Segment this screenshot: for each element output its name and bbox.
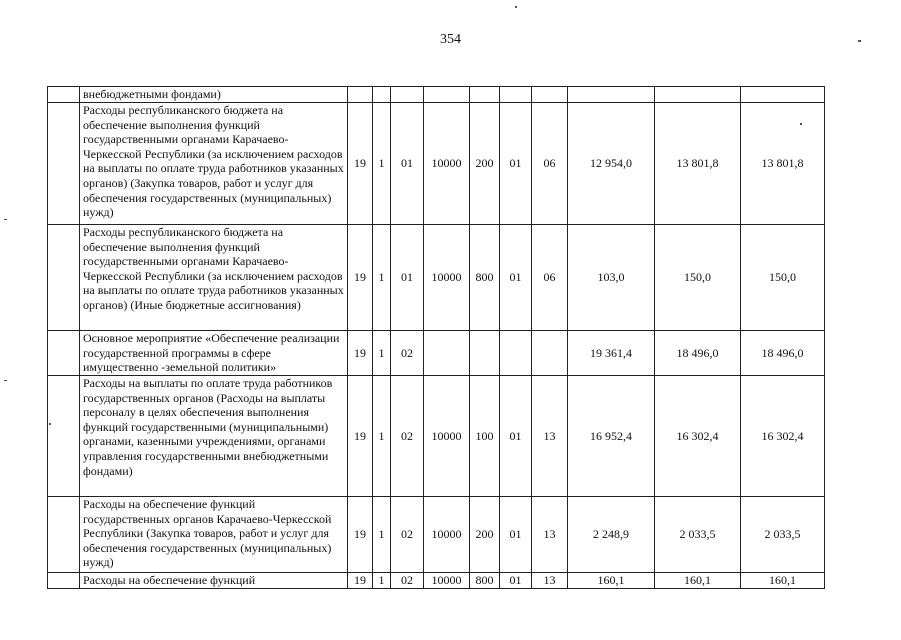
code-cell [532, 331, 568, 376]
amount-cell: 12 954,0 [568, 103, 655, 225]
row-description: Расходы на выплаты по оплате труда работников государственных органов (Расходы на выплаты персоналу в целях обеспечения выполнения функций государственными (муниципальными) органами, казенными учреждениями, органами управления государственными внебюджетными фондами) [80, 376, 348, 497]
row-marker-cell [48, 103, 80, 225]
code-cell: 01 [500, 225, 532, 331]
code-cell: 06 [532, 225, 568, 331]
code-cell: 10000 [424, 376, 470, 497]
row-description: внебюджетными фондами) [80, 87, 348, 103]
scan-speck [515, 6, 517, 8]
code-cell: 19 [348, 225, 373, 331]
amount-cell [568, 87, 655, 103]
amount-cell: 13 801,8 [655, 103, 741, 225]
table-row [48, 87, 825, 103]
amount-cell: 18 496,0 [655, 331, 741, 376]
amount-cell [741, 87, 825, 103]
scan-speck [4, 219, 7, 220]
code-cell: 10000 [424, 497, 470, 573]
row-description: Расходы республиканского бюджета на обеспечение выполнения функций государственными органами Карачаево-Черкесской Республики (за исключением расходов на выплаты по оплате труда работников указанных органов) (Иные бюджетные ассигнования) [80, 225, 348, 331]
amount-cell: 160,1 [741, 573, 825, 589]
code-cell [470, 87, 500, 103]
amount-cell: 150,0 [655, 225, 741, 331]
code-cell: 13 [532, 573, 568, 589]
code-cell [348, 87, 373, 103]
code-cell: 01 [391, 225, 424, 331]
code-cell [470, 331, 500, 376]
code-cell: 01 [500, 573, 532, 589]
amount-cell: 16 952,4 [568, 376, 655, 497]
code-cell [500, 87, 532, 103]
scan-speck [4, 380, 7, 381]
code-cell [391, 87, 424, 103]
amount-cell: 16 302,4 [741, 376, 825, 497]
code-cell: 200 [470, 497, 500, 573]
row-description: Расходы на обеспечение функций [80, 573, 348, 589]
table-row [48, 225, 825, 331]
code-cell: 10000 [424, 225, 470, 331]
scan-speck [800, 123, 802, 125]
code-cell: 10000 [424, 103, 470, 225]
amount-cell: 19 361,4 [568, 331, 655, 376]
row-marker-cell [48, 573, 80, 589]
scan-speck [49, 423, 51, 425]
row-marker-cell [48, 87, 80, 103]
code-cell: 19 [348, 331, 373, 376]
code-cell: 19 [348, 103, 373, 225]
code-cell [424, 331, 470, 376]
row-marker-cell [48, 497, 80, 573]
code-cell: 01 [500, 103, 532, 225]
code-cell: 1 [373, 573, 391, 589]
amount-cell: 16 302,4 [655, 376, 741, 497]
row-description: Расходы на обеспечение функций государственных органов Карачаево-Черкесской Республики (Закупка товаров, работ и услуг для обеспечения государственных (муниципальных) нужд) [80, 497, 348, 573]
table-row [48, 331, 825, 376]
code-cell: 19 [348, 376, 373, 497]
code-cell [424, 87, 470, 103]
amount-cell: 2 248,9 [568, 497, 655, 573]
code-cell [373, 87, 391, 103]
table-row [48, 376, 825, 497]
row-description: Основное мероприятие «Обеспечение реализации государственной программы в сфере имущественно -земельной политики» [80, 331, 348, 376]
code-cell: 800 [470, 573, 500, 589]
code-cell: 02 [391, 376, 424, 497]
code-cell: 100 [470, 376, 500, 497]
code-cell: 06 [532, 103, 568, 225]
code-cell: 13 [532, 497, 568, 573]
code-cell: 13 [532, 376, 568, 497]
table-row [48, 103, 825, 225]
code-cell [532, 87, 568, 103]
row-marker-cell [48, 225, 80, 331]
amount-cell: 2 033,5 [741, 497, 825, 573]
amount-cell: 103,0 [568, 225, 655, 331]
amount-cell [655, 87, 741, 103]
row-marker-cell [48, 331, 80, 376]
code-cell: 1 [373, 497, 391, 573]
code-cell: 01 [500, 497, 532, 573]
code-cell: 10000 [424, 573, 470, 589]
table-row [48, 497, 825, 573]
code-cell: 1 [373, 331, 391, 376]
page-number: 354 [440, 32, 461, 47]
code-cell: 19 [348, 497, 373, 573]
code-cell: 1 [373, 225, 391, 331]
row-marker-cell [48, 376, 80, 497]
code-cell: 02 [391, 573, 424, 589]
code-cell [500, 331, 532, 376]
amount-cell: 18 496,0 [741, 331, 825, 376]
budget-table [47, 86, 825, 589]
code-cell: 01 [500, 376, 532, 497]
code-cell: 19 [348, 573, 373, 589]
amount-cell: 2 033,5 [655, 497, 741, 573]
amount-cell: 160,1 [568, 573, 655, 589]
amount-cell: 13 801,8 [741, 103, 825, 225]
code-cell: 02 [391, 497, 424, 573]
code-cell: 01 [391, 103, 424, 225]
scan-speck [858, 40, 861, 42]
code-cell: 800 [470, 225, 500, 331]
table-row [48, 573, 825, 589]
code-cell: 1 [373, 103, 391, 225]
amount-cell: 150,0 [741, 225, 825, 331]
code-cell: 200 [470, 103, 500, 225]
row-description: Расходы республиканского бюджета на обеспечение выполнения функций государственными органами Карачаево-Черкесской Республики (за исключением расходов на выплаты по оплате труда работников указанных органов) (Закупка товаров, работ и услуг для обеспечения государственных (муниципальных) нужд) [80, 103, 348, 225]
amount-cell: 160,1 [655, 573, 741, 589]
code-cell: 02 [391, 331, 424, 376]
code-cell: 1 [373, 376, 391, 497]
